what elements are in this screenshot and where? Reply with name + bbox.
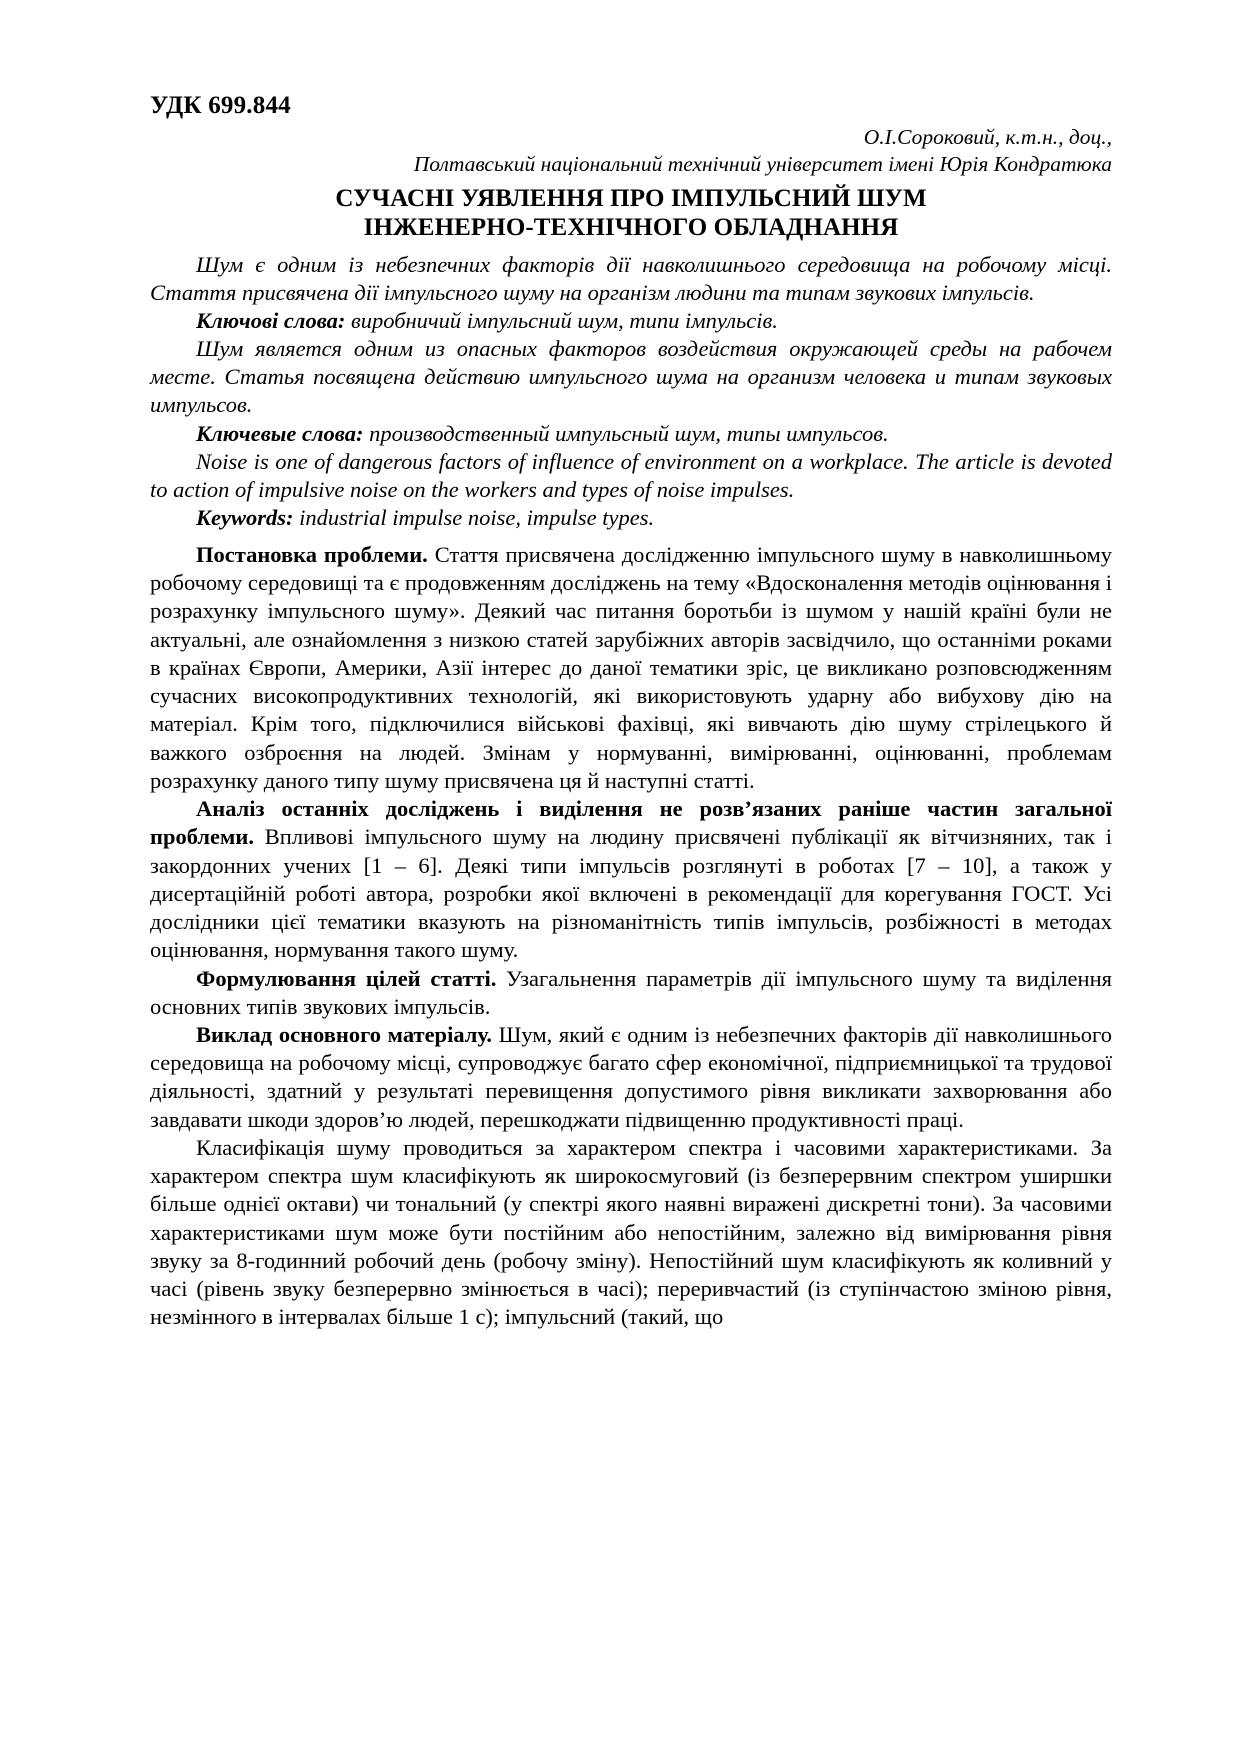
keywords-en-text: industrial impulse noise, impulse types. <box>293 504 655 530</box>
keywords-uk <box>150 307 1112 335</box>
author-name: О.І.Сороковий, к.т.н., доц., <box>863 125 1112 149</box>
section-heading: Аналіз останніх досліджень і виділення не розв’язаних раніше частин загальної проблеми. <box>150 796 1112 850</box>
title-line-2: ІНЖЕНЕРНО-ТЕХНІЧНОГО ОБЛАДНАННЯ <box>363 214 899 242</box>
section-main-material <box>150 1021 1112 1134</box>
section-text: Шум, який є одним із небезпечних факторів дії навколишнього середовища на робочому місці, супроводжує багато сфер економічної, підприємницької та трудової діяльності, здатний у результаті перевищення допустимого рівня викликати захворювання або завдавати шкоди здоров’ю людей, перешкоджати підвищенню продуктивності праці. <box>150 1021 1112 1132</box>
section-heading: Формулювання цілей статті. <box>196 965 497 991</box>
title-line-1: СУЧАСНІ УЯВЛЕННЯ ПРО ІМПУЛЬСНИЙ ШУМ <box>335 184 927 212</box>
keywords-ru-text: производственный импульсный шум, типы импульсов. <box>363 420 889 446</box>
abstract-uk: Шум є одним із небезпечних факторів дії навколишнього середовища на робочому місці. Стаття присвячена дії імпульсного шуму на організм людини та типам звукових імпульсів. <box>150 251 1112 305</box>
author-affiliation: Полтавський національний технічний університет імені Юрія Кондратюка <box>413 151 1112 176</box>
page-title <box>150 184 1112 243</box>
section-related-work <box>150 795 1112 964</box>
section-text: Впливові імпульсного шуму на людину присвячені публікації як вітчизняних, так і закордонних учених [1 – 6]. Деякі типи імпульсів розглянуті в роботах [7 – 10], а також у дисертаційній роботі автора, розробки якої включені в рекомендації для корегування ГОСТ. Усі дослідники цієї тематики вказують на різноманітність типів імпульсів, розбіжності в методах оцінювання, нормування такого шуму. <box>150 824 1112 963</box>
keywords-ru <box>150 420 1112 448</box>
author-block <box>150 124 1112 178</box>
section-heading: Виклад основного матеріалу. <box>196 1021 493 1047</box>
section-problem-statement <box>150 541 1112 795</box>
abstract-en: Noise is one of dangerous factors of influence of environment on a workplace. The article is devoted to action of impulsive noise on the workers and types of noise impulses. <box>150 448 1112 502</box>
section-goals <box>150 965 1112 1021</box>
abstract-ru: Шум является одним из опасных факторов воздействия окружающей среды на рабочем месте. Статья посвящена действию импульсного шума на организм человека и типам звуковых импульсов. <box>150 336 1112 418</box>
section-text: Узагальнення параметрів дії імпульсного шуму та виділення основних типів звукових імпульсів. <box>150 965 1112 1019</box>
keywords-en-label: Keywords: <box>196 504 294 530</box>
keywords-en <box>150 504 1112 532</box>
keywords-uk-label: Ключові слова: <box>196 308 346 333</box>
keywords-uk-text: виробничий імпульсний шум, типи імпульсів. <box>345 308 778 333</box>
section-spacer <box>150 532 1112 541</box>
section-classification: Класифікація шуму проводиться за характером спектра і часовими характеристиками. За характером спектра шум класифікують як широкосмуговий (із безперервним спектром уширшки більше однієї октави) чи тональний (у спектрі якого наявні виражені дискретні тони). За часовими характеристиками шум може бути постійним або непостійним, залежно від вимірювання рівня звуку за 8-годинний робочий день (робочу зміну). Непостійний шум класифікують як коливний у часі (рівень звуку безперервно змінюється в часі); переривчастий (із ступінчастою зміною рівня, незмінного в інтервалах більше 1 с); імпульсний (такий, що <box>150 1134 1112 1330</box>
keywords-ru-label: Ключевые слова: <box>196 420 364 446</box>
section-heading: Постановка проблеми. <box>196 542 428 567</box>
section-text: Стаття присвячена дослідженню імпульсного шуму в навколишньому робочому середовищі та є продовженням досліджень на тему «Вдосконалення методів оцінювання і розрахунку імпульсного шуму». Деякий час питання боротьби із шумом у нашій країні були не актуальні, але ознайомлення з низкою статей зарубіжних авторів засвідчило, що останніми роками в країнах Європи, Америки, Азії інтерес до даної тематики зріс, це викликано розповсюдженням сучасних високопродуктивних технологій, які використовують ударну або вибухову дію на матеріал. Крім того, підключилися військові фахівці, які вивчають дію шуму стрілецького й важкого озброєння на людей. Змінам у нормуванні, вимірюванні, оцінюванні, проблемам розрахунку даного типу шуму присвячена ця й наступні статті. <box>150 542 1112 793</box>
udk-code: УДК 699.844 <box>150 92 291 119</box>
